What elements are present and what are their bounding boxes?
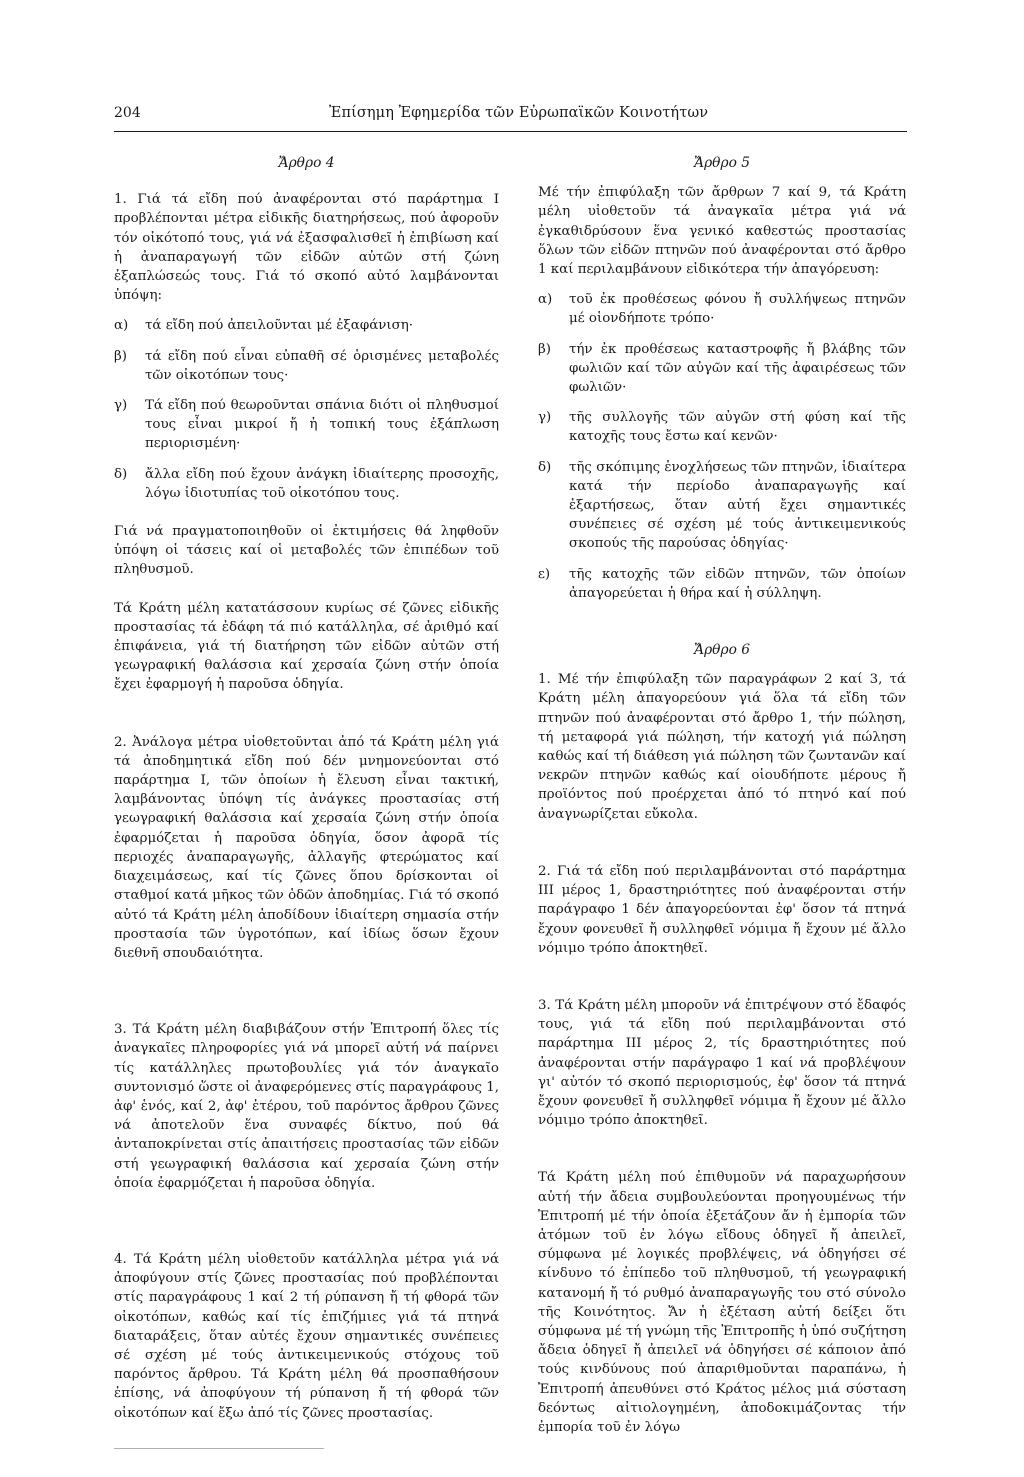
article-4-heading: Ἄρθρο 4 [278,155,335,171]
article-4-paragraph-2: Γιά νά πραγματοποιηθοῦν οἱ ἐκτιμήσεις θά ληφθοῦν ὑπόψη οἱ τάσεις καί οἱ μεταβολές τῶν ἐπιπέδων τοῦ πληθυσμοῦ. [114,524,499,578]
article-4-paragraph-5: 3. Τά Κράτη μέλη διαβιβάζουν στήν Ἐπιτροπή ὅλες τίς ἀναγκαῖες πληροφορίες γιά νά μπορεῖ αὐτή νά παίρνει τίς κατάλληλες πρωτοβουλίες γιά τόν ἀναγκαῖο συντονισμό ὥστε οἱ ἀναφερόμενες στίς παραγράφους 1, ἀφ' ἑνός, καί 2, ἀφ' ἑτέρου, τοῦ παρόντος ἄρθρου ζῶνες νά ἀποτελοῦν ἕνα συναφές δίκτυο, πού θά ἀνταποκρίνεται στίς ἀπαιτήσεις προστασίας τῶν εἰδῶν στή γεωγραφική θαλάσσια καί χερσαία ζώνη στήν ὁποία ἐφαρμόζεται ἡ παροῦσα ὁδηγία. [114,1022,499,1191]
item-label: δ) [114,466,128,482]
item-text: τήν ἐκ προθέσεως καταστροφῆς ἤ βλάβης τῶν φωλιῶν καί τῶν αὐγῶν καί τῆς ἀφαιρέσεως τῶν φωλιῶν· [569,341,906,396]
article-4-paragraph-4: 2. Ἀνάλογα μέτρα υἱοθετοῦνται ἀπό τά Κράτη μέλη γιά τά ἀποδημητικά εἴδη πού δέν μνημονεύονται στό παράρτημα I, τῶν ὁποίων ἡ ἔλευση εἶναι τακτική, λαμβάνοντας ὑπόψη τίς ἀνάγκες προστασίας στή γεωγραφική θαλάσσια καί χερσαία ζώνη στήν ὁποία ἐφαρμόζεται ἡ παροῦσα ὁδηγία, ὅσον ἀφορᾶ τίς περιοχές ἀναπαραγωγῆς, ἀλλαγῆς φτερώματος καί διαχειμάσεως, καί τίς ζῶνες ὅπου δρίσκονται οἱ σταθμοί κατά μῆκος τῶν ὁδῶν ἀποδημίας. Γιά τό σκοπό αὐτό τά Κράτη μέλη ἀποδίδουν ἰδιαίτερη σημασία στήν προστασία τῶν ὑγροτόπων, καί ἰδίως ὅσων ἔχουν διεθνῆ σπουδαιότητα. [114,734,499,961]
article-4-item-b [114,347,499,385]
article-5-item-d [538,458,906,554]
article-5-item-b [538,340,906,398]
article-6-paragraph-4: Τά Κράτη μέλη πού ἐπιθυμοῦν νά παραχωρήσουν αὐτή τήν ἄδεια συμβουλεύονται προηγουμένως τήν Ἐπιτροπή μέ τήν ὁποία ἐξετάζουν ἄν ἡ ἐμπορία τῶν ἀτόμων τοῦ ἐν λόγω εἴδους ὁδηγεῖ ἤ ἀπειλεῖ, σύμφωνα μέ λογικές προβλέψεις, νά ὁδηγήσει σέ κίνδυνο τό ἐπίπεδο τοῦ πληθυσμοῦ, τή γεωγραφική κατανομή ἤ τό ρυθμό ἀναπαραγωγῆς του στό σύνολο τῆς Κοινότητος. Ἄν ἡ ἐξέταση αὐτή δείξει ὅτι σύμφωνα μέ τή γνώμη τῆς Ἐπιτροπῆς ἡ ὑπό συζήτηση ἄδεια ὁδηγεῖ ἤ ἀπειλεῖ νά ὁδηγήσει σέ κάποιον ἀπό τούς κινδύνους πού ἀπαριθμοῦνται παραπάνω, ἡ Ἐπιτροπή ἀπευθύνει στό Κράτος μέλος μιά σύσταση δεόντως αἰτιολογημένη, ἀποδοκιμάζοντας τήν ἐμπορία τοῦ ἐν λόγω [538,1170,906,1435]
header-rule [114,131,907,132]
item-text: τῆς συλλογῆς τῶν αὐγῶν στή φύση καί τῆς κατοχῆς τους ἔστω καί κενῶν· [569,410,906,445]
article-6-heading: Ἄρθρο 6 [693,642,751,659]
article-4-paragraph-3: Τά Κράτη μέλη κατατάσσουν κυρίως σέ ζῶνες εἰδικῆς προστασίας τά ἐδάφη τά πιό κατάλληλα, σέ ἀριθμό καί ἐπιφάνεια, γιά τή διατήρηση τῶν εἰδῶν αὐτῶν στή γεωγραφική θαλάσσια καί χερσαία ζώνη στήν ὁποία ἔχει ἐφαρμογή ἡ παροῦσα ὁδηγία. [114,600,499,693]
item-text: τῆς κατοχῆς τῶν εἰδῶν πτηνῶν, τῶν ὁποίων ἀπαγορεύεται ἡ θήρα καί ἡ σύλληψη. [569,566,906,601]
footer-rule [114,1448,324,1449]
item-label: γ) [538,410,552,426]
article-6-paragraph-2: 2. Γιά τά εἴδη πού περιλαμβάνονται στό παράρτημα III μέρος 1, δραστηριότητες πού ἀναφέρονται στήν παράγραφο 1 δέν ἀπαγορεύονται ἐφ' ὅσον τά πτηνά ἔχουν φονευθεῖ ἤ συλληφθεῖ νόμιμα ἤ ἔχουν μέ ἄλλο νόμιμο τρόπο ἀποκτηθεῖ. [538,863,906,956]
item-text: τῆς σκόπιμης ἐνοχλήσεως τῶν πτηνῶν, ἰδιαίτερα κατά τήν περίοδο ἀναπαραγωγῆς καί ἐξαρτήσεως, ὅταν αὐτή ἔχει σημαντικές συνέπειες σέ σχέση μέ τούς ἀντικειμενικούς σκοπούς τῆς παρούσας ὁδηγίας· [569,459,906,552]
item-label: α) [538,292,553,308]
article-4-paragraph-6: 4. Τά Κράτη μέλη υἱοθετοῦν κατάλληλα μέτρα γιά νά ἀποφύγουν στίς ζῶνες προστασίας πού προβλέπονται στίς παραγράφους 1 καί 2 τή ρύπανση ἤ τή φθορά τῶν οἰκοτόπων, καθώς καί τίς ἐπιζήμιες γιά τά πτηνά διαταράξεις, ὅταν αὐτές ἔχουν σημαντικές συνέπειες σέ σχέση μέ τούς ἀντικειμενικούς στόχους τοῦ παρόντος ἄρθρου. Τά Κράτη μέλη θά προσπαθήσουν ἐπίσης, νά ἀποφύγουν τή ρύπανση ἤ τή φθορά τῶν οἰκοτόπων καί ἔξω ἀπό τίς ζῶνες προστασίας. [114,1251,499,1421]
article-4-item-d [114,465,499,503]
item-text: τά εἴδη πού ἀπειλοῦνται μέ ἐξαφάνιση· [145,318,414,334]
article-4-item-a [114,316,499,335]
article-5-item-c [538,408,906,446]
page-number: 204 [114,105,141,121]
article-4-paragraph-1: 1. Γιά τά εἴδη πού ἀναφέρονται στό παράρτημα I προβλέπονται μέτρα εἰδικῆς διατηρήσεως, πού ἀφοροῦν τόν οἰκότοπό τους, γιά νά ἐξασφαλισθεῖ ἡ ἐπιβίωση καί ἡ ἀναπαραγωγή τῶν εἰδῶν αὐτῶν στή ζώνη ἐξαπλώσεώς τους. Γιά τό σκοπό αὐτό λαμβάνονται ὑπόψη: [114,192,499,304]
right-column [538,154,906,1437]
item-text: ἄλλα εἴδη πού ἔχουν ἀνάγκη ἰδιαίτερης προσοχῆς, λόγω ἰδιοτυπίας τοῦ οἰκοτόπου τους. [145,466,499,501]
item-label: β) [538,341,551,357]
item-label: γ) [114,398,128,414]
journal-title: Ἐπίσημη Ἐφημερίδα τῶν Εὐρωπαϊκῶν Κοινοτήτων [329,105,709,121]
item-label: α) [114,318,129,334]
article-6-paragraph-3: 3. Τά Κράτη μέλη μποροῦν νά ἐπιτρέψουν στό ἔδαφός τους, γιά τά εἴδη πού περιλαμβάνονται στό παράρτημα III μέρος 2, τίς δραστηριότητες πού ἀναφέρονται στήν παράγραφο 1 καί νά προβλέψουν γι' αὐτόν τό σκοπό περιορισμούς, ἐφ' ὅσον τά πτηνά ἔχουν φονευθεῖ ἤ συλληφθεῖ νόμιμα ἤ ἔχουν μέ ἄλλο νόμιμο τρόπο ἀποκτηθεῖ. [538,997,906,1129]
article-5-item-a [538,290,906,328]
item-text: τά εἴδη πού εἶναι εὐπαθῆ σέ ὁρισμένες μεταβολές τῶν οἰκοτόπων τους· [145,348,499,383]
article-5-heading: Ἄρθρο 5 [693,155,751,171]
left-column [114,154,499,1423]
item-label: β) [114,348,127,364]
article-4-item-c [114,396,499,454]
article-5-item-e [538,565,906,603]
item-label: ε) [538,566,551,582]
item-text: τοῦ ἐκ προθέσεως φόνου ἤ συλλήψεως πτηνῶν μέ οἱονδήποτε τρόπο· [569,292,906,327]
article-6-paragraph-1: 1. Μέ τήν ἐπιφύλαξη τῶν παραγράφων 2 καί 3, τά Κράτη μέλη ἀπαγορεύουν γιά ὅλα τά εἴδη τῶν πτηνῶν πού ἀναφέρονται στό ἄρθρο 1, τήν πώληση, τή μεταφορά γιά πώληση, τήν κατοχή γιά πώληση καθώς καί τή διάθεση γιά πώληση τῶν ζωντανῶν καί νεκρῶν πτηνῶν καθώς καί οἱουδήποτε μέρους ἤ προϊόντος πού προέρχεται ἀπό τό πτηνό καί πού ἀναγνωρίζεται εὔκολα. [538,672,906,822]
item-label: δ) [538,459,552,475]
article-5-intro: Μέ τήν ἐπιφύλαξη τῶν ἄρθρων 7 καί 9, τά Κράτη μέλη υἱοθετοῦν τά ἀναγκαῖα μέτρα γιά νά ἐγκαθιδρύσουν ἕνα γενικό καθεστώς προστασίας ὅλων τῶν εἰδῶν πτηνῶν πού ἀναφέρονται στό ἄρθρο 1 καί περιλαμβάνουν εἰδικότερα τήν ἀπαγόρευση: [538,185,906,278]
page-header [114,104,907,126]
item-text: Τά εἴδη πού θεωροῦνται σπάνια διότι οἱ πληθυσμοί τους εἶναι μικροί ἤ ἡ τοπική τους ἐξάπλωση περιορισμένη· [145,398,499,452]
